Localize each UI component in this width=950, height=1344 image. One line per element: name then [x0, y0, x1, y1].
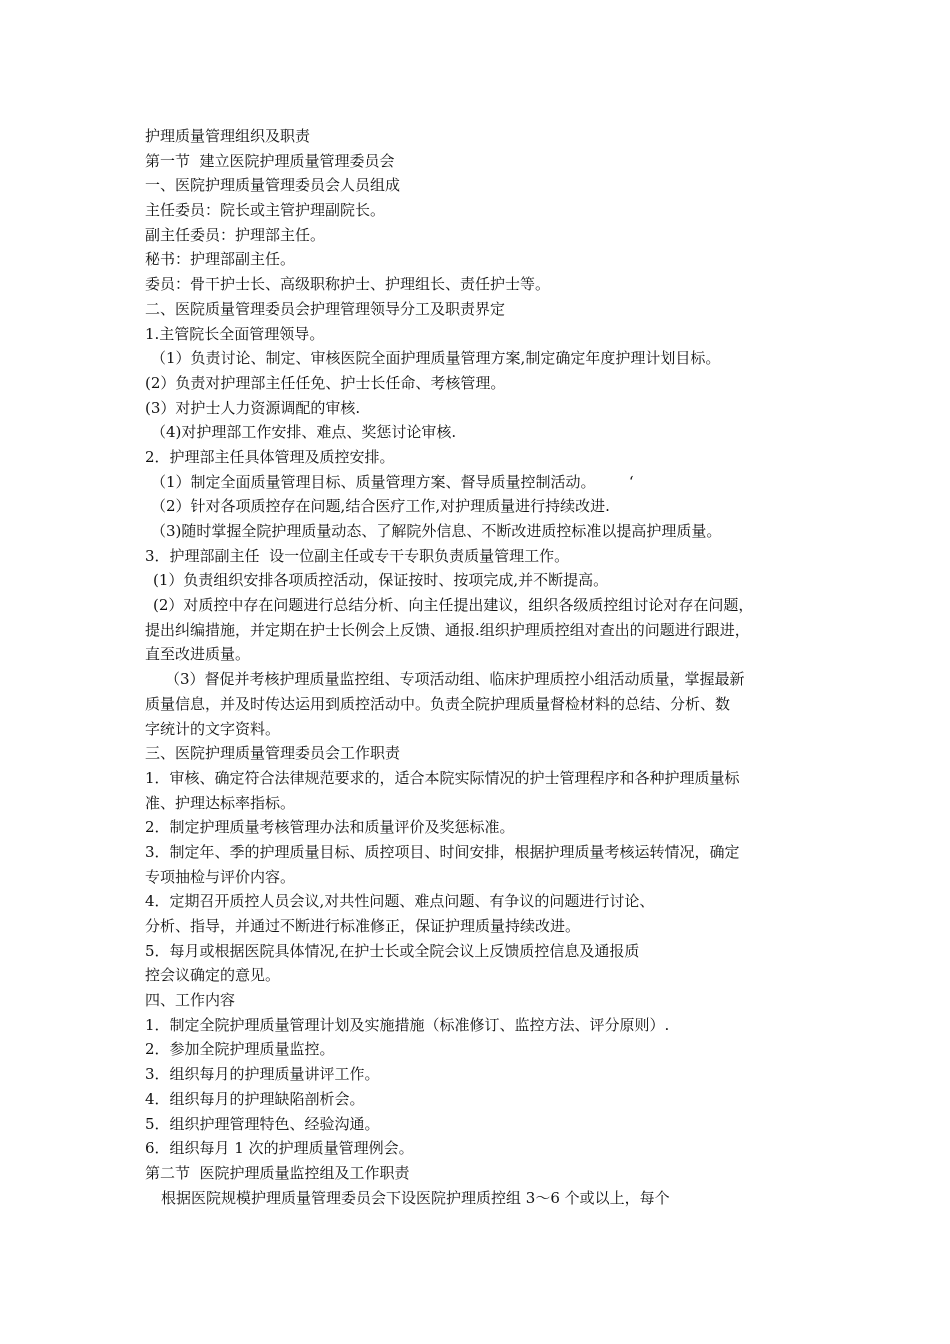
text-line: 5．组织护理管理特色、经验沟通。	[145, 1114, 380, 1133]
text-line: 2．护理部主任具体管理及质控安排。	[145, 447, 395, 466]
text-line: 1．制定全院护理质量管理计划及实施措施（标准修订、监控方法、评分原则）.	[145, 1015, 670, 1034]
text-line: 3．制定年、季的护理质量目标、质控项目、时间安排，根据护理质量考核运转情况，确定	[145, 842, 740, 861]
subsection-heading: 四、工作内容	[145, 991, 236, 1010]
text-line: 根据医院规模护理质量管理委员会下设医院护理质控组 3～6 个或以上，每个	[161, 1188, 670, 1207]
text-line: 质量信息，并及时传达运用到质控活动中。负责全院护理质量督检材料的总结、分析、数	[145, 694, 731, 713]
text-line: 5．每月或根据医院具体情况,在护士长或全院会议上反馈质控信息及通报质	[145, 941, 640, 960]
text-line: 6．组织每月 1 次的护理质量管理例会。	[145, 1139, 414, 1158]
text-line: 4．定期召开质控人员会议,对共性问题、难点问题、有争议的问题进行讨论、	[145, 892, 655, 911]
text-line: (1）负责组织安排各项质控活动，保证按时、按项完成,并不断提高。	[153, 571, 609, 590]
text-line: 直至改进质量。	[145, 645, 251, 664]
text-line: （3)随时掌握全院护理质量动态、了解院外信息、不断改进质控标准以提高护理质量。	[151, 522, 722, 540]
text-line: 3．组织每月的护理质量讲评工作。	[145, 1065, 380, 1084]
section-heading: 第一节 建立医院护理质量管理委员会	[145, 151, 395, 170]
document-body	[145, 124, 825, 1210]
text-line: (3）对护士人力资源调配的审核.	[145, 398, 361, 417]
text-line: 副主任委员：护理部主任。	[145, 225, 326, 244]
document-title: 护理质量管理组织及职责	[145, 127, 311, 145]
text-line: (2）对质控中存在问题进行总结分析、向主任提出建议，组织各级质控组讨论对存在问题，	[153, 596, 754, 615]
text-line: 秘书：护理部副主任。	[145, 250, 296, 269]
text-line: 1.主管院长全面管理领导。	[145, 324, 325, 343]
text-line: （1）负责讨论、制定、审核医院全面护理质量管理方案,制定确定年度护理计划目标。	[151, 349, 721, 368]
section-heading: 第二节 医院护理质量监控组及工作职责	[145, 1163, 410, 1182]
text-line: 专项抽检与评价内容。	[145, 867, 296, 886]
text-line: 2．制定护理质量考核管理办法和质量评价及奖惩标准。	[145, 818, 515, 837]
text-line: 字统计的文字资料。	[145, 719, 281, 738]
text-line: 分析、指导，并通过不断进行标准修正，保证护理质量持续改进。	[145, 917, 581, 935]
text-line: 委员：骨干护士长、高级职称护士、护理组长、责任护士等。	[145, 275, 551, 294]
text-line: 准、护理达标率指标。	[145, 793, 296, 812]
text-line: 2．参加全院护理质量监控。	[145, 1040, 335, 1059]
text-line: 3．护理部副主任 设一位副主任或专干专职负责质量管理工作。	[145, 546, 570, 565]
text-line: （3）督促并考核护理质量监控组、专项活动组、临床护理质控小组活动质量，掌握最新	[165, 670, 745, 689]
subsection-heading: 一、医院护理质量管理委员会人员组成	[145, 176, 401, 195]
text-line: 1．审核、确定符合法律规范要求的，适合本院实际情况的护士管理程序和各种护理质量标	[145, 768, 740, 787]
text-line: 控会议确定的意见。	[145, 966, 281, 985]
text-line: 4．组织每月的护理缺陷剖析会。	[145, 1089, 365, 1108]
text-line: 主任委员：院长或主管护理副院长。	[145, 201, 386, 220]
text-line: （2）针对各项质控存在问题,结合医疗工作,对护理质量进行持续改进.	[151, 497, 610, 516]
text-line: （4)对护理部工作安排、难点、奖惩讨论审核.	[151, 423, 457, 442]
text-line: （1）制定全面质量管理目标、质量管理方案、督导质量控制活动。 ‘	[151, 472, 634, 491]
text-line: (2）负责对护理部主任任免、护士长任命、考核管理。	[145, 373, 506, 392]
subsection-heading: 三、医院护理质量管理委员会工作职责	[145, 744, 401, 763]
subsection-heading: 二、医院质量管理委员会护理管理领导分工及职责界定	[145, 299, 506, 318]
text-line: 提出纠编措施，并定期在护士长例会上反馈、通报.组织护理质控组对查出的问题进行跟进，	[145, 620, 750, 639]
